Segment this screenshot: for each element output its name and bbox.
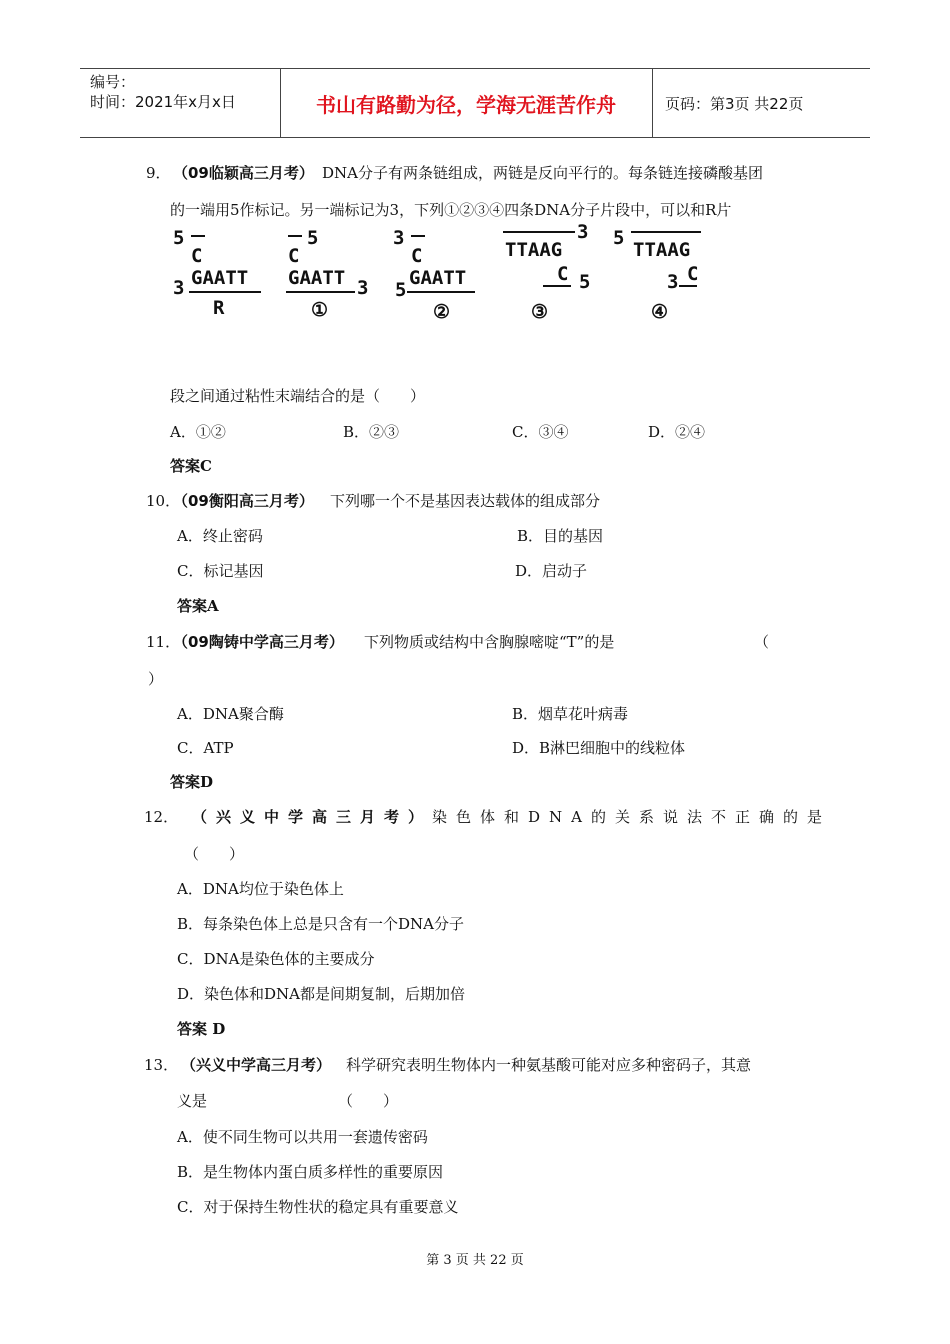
- sequence: GAATT: [191, 267, 249, 289]
- answer: 答案D: [170, 773, 214, 791]
- base-letter: C: [411, 245, 423, 267]
- answer: 答案C: [170, 457, 212, 475]
- question-number: 13．: [144, 1056, 179, 1074]
- option-b: B．目的基因: [517, 527, 604, 545]
- fragment-1: [286, 227, 368, 321]
- answer-paren: （ ）: [184, 845, 245, 863]
- end-label: 5: [613, 227, 625, 249]
- end-label: 5: [307, 227, 319, 249]
- answer-paren: ）: [148, 670, 164, 688]
- option-b: B．②③: [343, 423, 400, 441]
- fragment-label: ①: [311, 299, 329, 321]
- question-source: （09临颖高三月考）: [173, 164, 314, 182]
- option-c: C．ATP: [177, 739, 234, 757]
- question-number: 12．: [144, 808, 179, 826]
- question-text: 义是: [177, 1092, 208, 1110]
- option-c: C．标记基因: [177, 562, 264, 580]
- question-number: 11．: [146, 633, 181, 651]
- end-label: 3: [577, 222, 589, 243]
- page-header: [80, 68, 870, 138]
- end-label: 5: [173, 227, 185, 249]
- header-info-cell: [80, 69, 281, 137]
- answer-paren: （: [754, 633, 770, 651]
- base-letter: C: [687, 263, 699, 285]
- option-c: C．对于保持生物性状的稳定具有重要意义: [177, 1198, 459, 1216]
- answer: 答案 D: [177, 1020, 226, 1038]
- question-number: 9．: [146, 164, 171, 182]
- fragment-2: [393, 227, 475, 323]
- option-a: A．使不同生物可以共用一套遗传密码: [177, 1128, 428, 1146]
- question-source: （09衡阳高三月考）: [173, 492, 314, 510]
- option-a: A．DNA聚合酶: [177, 705, 284, 723]
- question-source: （兴义中学高三月考）: [192, 808, 433, 826]
- answer: 答案A: [177, 597, 219, 615]
- end-label: 3: [667, 271, 679, 293]
- question-text: 段之间通过粘性末端结合的是（ ）: [170, 387, 426, 405]
- end-label: 3: [393, 227, 405, 249]
- question-text: 染色体和DNA的关系说法不正确的是: [432, 808, 831, 826]
- option-d: D．染色体和DNA都是间期复制，后期加倍: [177, 985, 466, 1003]
- sequence: GAATT: [409, 267, 467, 289]
- option-a: A．①②: [170, 423, 226, 441]
- question-text: 的一端用5作标记。另一端标记为3，下列①②③④四条DNA分子片段中，可以和R片: [170, 201, 732, 219]
- end-label: 5: [395, 279, 407, 301]
- question-source: （兴义中学高三月考）: [181, 1056, 332, 1074]
- fragment-label: R: [213, 297, 225, 319]
- time-label: 时间：2021年x月x日: [90, 93, 236, 111]
- question-source: （09陶铸中学高三月考）: [173, 633, 344, 651]
- option-d: D．②④: [648, 423, 706, 441]
- option-c: C．③④: [512, 423, 569, 441]
- question-number: 10．: [146, 492, 181, 510]
- dna-fragments-figure: [165, 222, 725, 332]
- end-label: 5: [579, 271, 591, 293]
- question-text: DNA分子有两条链组成，两链是反向平行的。每条链连接磷酸基团: [322, 164, 763, 182]
- page-label: 页码：第3页 共22页: [665, 95, 804, 113]
- option-d: D．B淋巴细胞中的线粒体: [512, 739, 686, 757]
- question-text: 科学研究表明生物体内一种氨基酸可能对应多种密码子，其意: [346, 1056, 752, 1074]
- option-a: A．DNA均位于染色体上: [177, 880, 344, 898]
- sequence: TTAAG: [633, 239, 691, 261]
- option-d: D．启动子: [515, 562, 588, 580]
- page-footer: 第 3 页 共 22 页: [426, 1253, 524, 1268]
- answer-paren: （ ）: [338, 1092, 399, 1110]
- option-c: C．DNA是染色体的主要成分: [177, 950, 375, 968]
- option-b: B．烟草花叶病毒: [512, 705, 629, 723]
- fragment-4: [613, 227, 701, 323]
- fragment-3: [503, 222, 590, 323]
- sequence: TTAAG: [505, 239, 563, 261]
- question-text: 下列哪一个不是基因表达载体的组成部分: [330, 492, 601, 510]
- option-b: B．每条染色体上总是只含有一个DNA分子: [177, 915, 465, 933]
- base-letter: C: [557, 263, 569, 285]
- fragment-r: [173, 227, 261, 319]
- end-label: 3: [173, 277, 185, 299]
- fragment-label: ④: [651, 301, 669, 323]
- question-text: 下列物质或结构中含胸腺嘧啶“T”的是: [364, 633, 615, 651]
- option-a: A．终止密码: [177, 527, 263, 545]
- number-label: 编号：: [90, 73, 136, 91]
- fragment-label: ②: [433, 301, 451, 323]
- sequence: GAATT: [288, 267, 346, 289]
- fragment-label: ③: [531, 301, 549, 323]
- end-label: 3: [357, 277, 369, 299]
- base-letter: C: [191, 245, 203, 267]
- option-b: B．是生物体内蛋白质多样性的重要原因: [177, 1163, 444, 1181]
- base-letter: C: [288, 245, 300, 267]
- motto: 书山有路勤为径，学海无涯苦作舟: [280, 69, 653, 137]
